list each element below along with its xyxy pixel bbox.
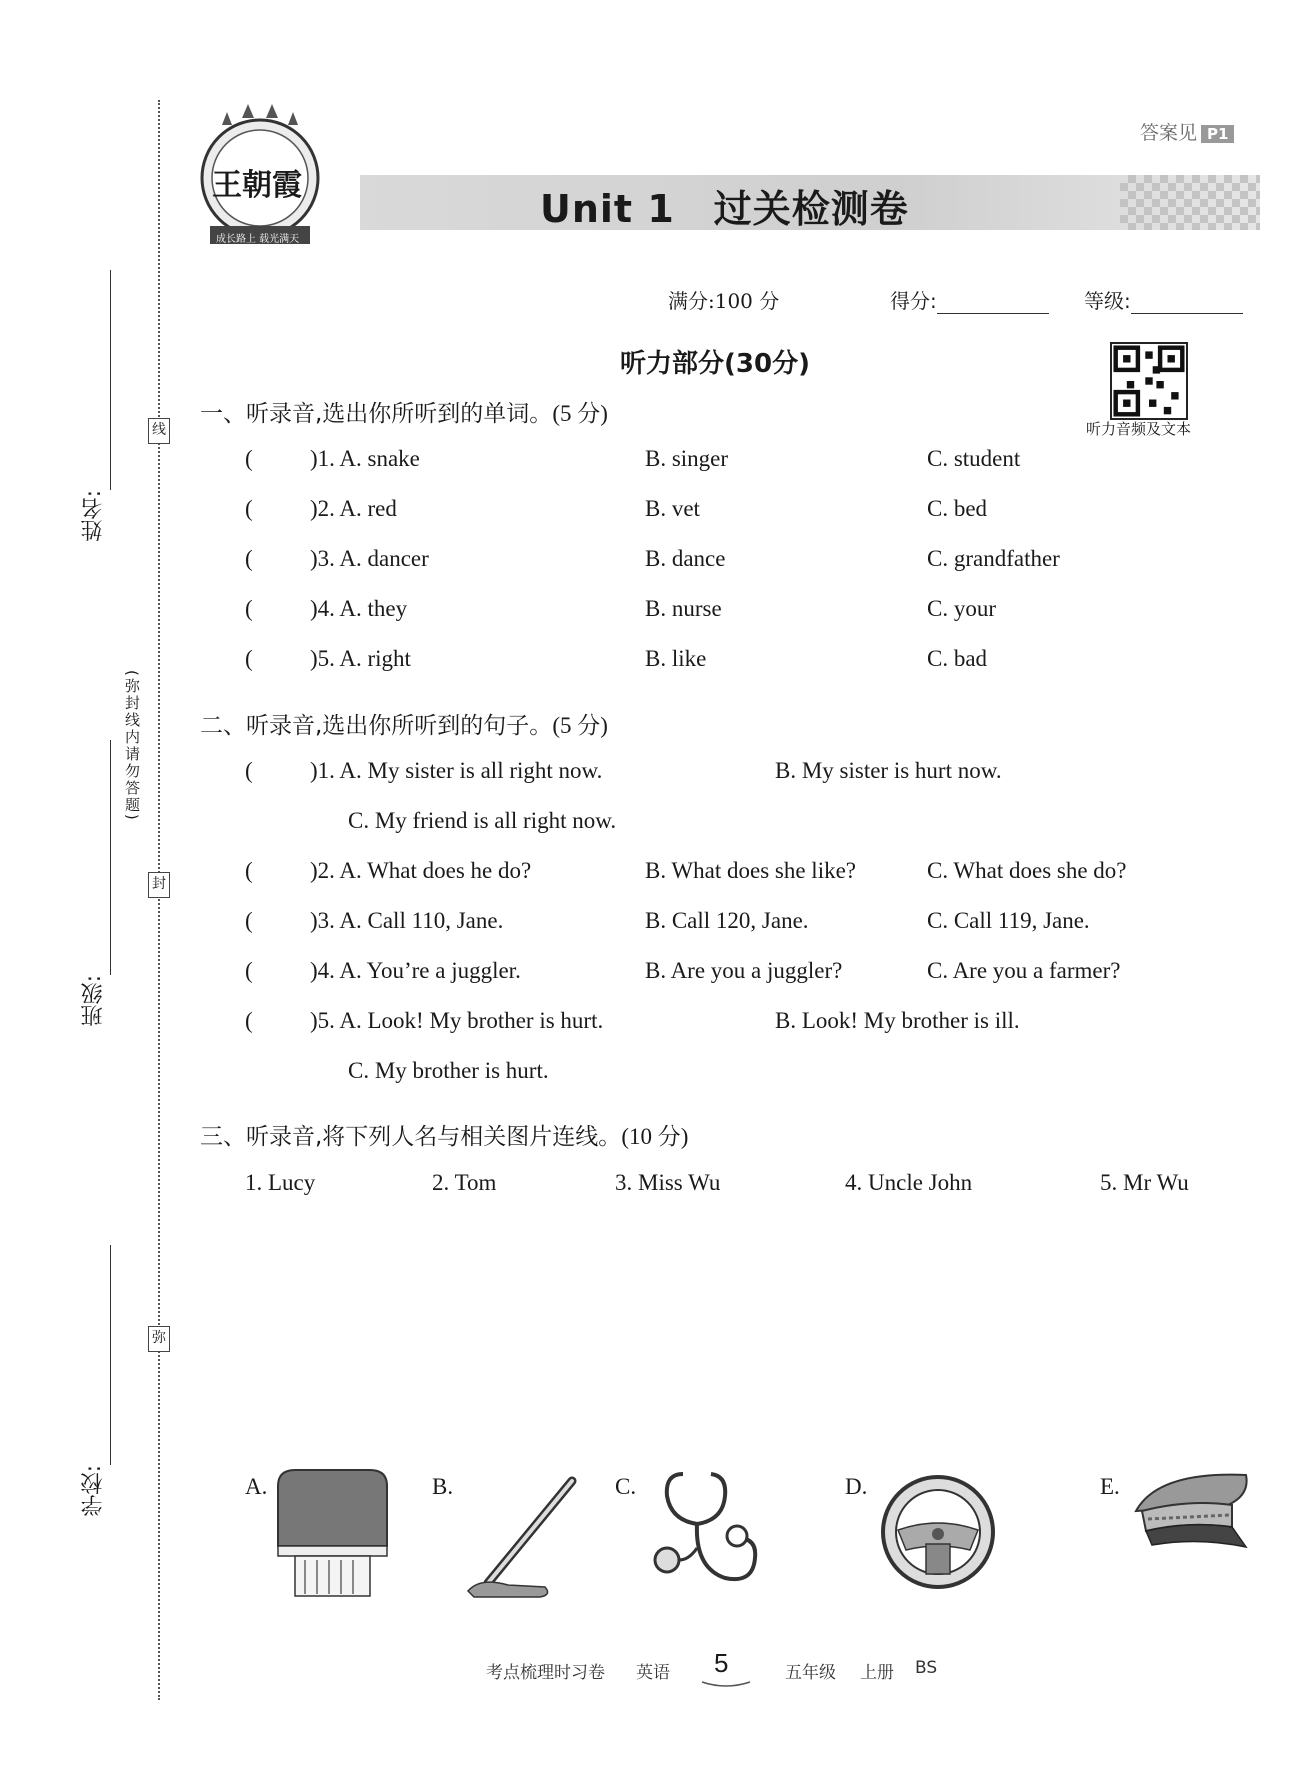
part2-points: (5 分) bbox=[552, 713, 608, 738]
answer-paren[interactable]: ( bbox=[245, 858, 253, 883]
answer-paren[interactable]: ( bbox=[245, 596, 253, 621]
p1-q4-a: )4. A. they bbox=[310, 596, 408, 621]
p2-q1-b: B. My sister is hurt now. bbox=[775, 758, 1002, 783]
p1-q5-b: B. like bbox=[645, 646, 707, 671]
p2-q3-a: )3. A. Call 110, Jane. bbox=[310, 908, 504, 933]
answer-paren[interactable]: ( bbox=[245, 758, 253, 783]
answer-reference bbox=[1140, 118, 1234, 145]
p1-q3-c: C. grandfather bbox=[927, 546, 1060, 571]
qr-code-icon[interactable] bbox=[1110, 342, 1188, 420]
answer-paren[interactable]: ( bbox=[245, 908, 253, 933]
p2-q5-a: )5. A. Look! My brother is hurt. bbox=[310, 1008, 604, 1033]
school-label: 学校: bbox=[81, 1465, 106, 1517]
name-label: 姓名: bbox=[81, 490, 106, 542]
answer-reference-label: 答案见 bbox=[1140, 122, 1198, 144]
p1-q2-a: )2. A. red bbox=[310, 496, 397, 521]
p2-q4-b: B. Are you a juggler? bbox=[645, 958, 843, 983]
part3-heading bbox=[200, 1118, 688, 1151]
p2-q4-c: C. Are you a farmer? bbox=[927, 958, 1121, 983]
person-name-uncle-john[interactable]: 4. Uncle John bbox=[845, 1170, 973, 1195]
p1-q1-c: C. student bbox=[927, 446, 1021, 471]
grade-field bbox=[1084, 285, 1243, 314]
p2-q3-b: B. Call 120, Jane. bbox=[645, 908, 809, 933]
picture-label-a: A. bbox=[245, 1474, 268, 1499]
person-name-tom[interactable]: 2. Tom bbox=[432, 1170, 497, 1195]
p2-q1-c: C. My friend is all right now. bbox=[348, 808, 617, 833]
p2-q2-b: B. What does she like? bbox=[645, 858, 856, 883]
picture-label-e: E. bbox=[1100, 1474, 1120, 1499]
answer-paren[interactable]: ( bbox=[245, 446, 253, 471]
part1-heading bbox=[200, 395, 608, 428]
p1-q1-a: )1. A. snake bbox=[310, 446, 420, 471]
stethoscope-icon[interactable] bbox=[645, 1468, 765, 1603]
footer-edition: BS bbox=[915, 1658, 938, 1678]
footer-volume: 上册 bbox=[860, 1663, 894, 1683]
score-blank[interactable] bbox=[937, 313, 1049, 314]
p1-q2-b: B. vet bbox=[645, 496, 700, 521]
logo-text: 王朝霞 bbox=[212, 168, 302, 203]
page-number-underline bbox=[700, 1678, 752, 1688]
hat-icon[interactable] bbox=[275, 1468, 390, 1598]
picture-label-c: C. bbox=[615, 1474, 637, 1499]
person-name-mr-wu[interactable]: 5. Mr Wu bbox=[1100, 1170, 1189, 1195]
answer-paren[interactable]: ( bbox=[245, 958, 253, 983]
class-line[interactable] bbox=[110, 740, 111, 975]
part1-heading-text: 一、听录音,选出你所听到的单词。 bbox=[200, 401, 553, 427]
part2-heading-text: 二、听录音,选出你所听到的句子。 bbox=[200, 713, 553, 739]
footer-grade: 五年级 bbox=[785, 1663, 836, 1683]
margin-tag-mi: 弥 bbox=[148, 1326, 170, 1352]
logo-motto: 成长路上 载光满天 bbox=[216, 234, 300, 245]
score-label: 得分: bbox=[890, 289, 937, 313]
p1-q3-b: B. dance bbox=[645, 546, 726, 571]
p1-q1-b: B. singer bbox=[645, 446, 729, 471]
grade-blank[interactable] bbox=[1131, 313, 1243, 314]
person-name-miss-wu[interactable]: 3. Miss Wu bbox=[615, 1170, 721, 1195]
p1-q4-c: C. your bbox=[927, 596, 996, 621]
part2-heading bbox=[200, 707, 608, 740]
police-cap-icon[interactable] bbox=[1128, 1465, 1253, 1555]
grade-label: 等级: bbox=[1084, 289, 1131, 313]
answer-paren[interactable]: ( bbox=[245, 646, 253, 671]
pen-icon[interactable] bbox=[460, 1475, 580, 1600]
p2-q2-a: )2. A. What does he do? bbox=[310, 858, 532, 883]
p1-q2-c: C. bed bbox=[927, 496, 988, 521]
p1-q5-c: C. bad bbox=[927, 646, 988, 671]
p2-q5-b: B. Look! My brother is ill. bbox=[775, 1008, 1020, 1033]
class-label: 班级: bbox=[81, 975, 106, 1027]
full-marks: 满分:100 分 bbox=[668, 289, 780, 313]
binding-dotted-line bbox=[158, 100, 160, 1700]
school-line[interactable] bbox=[110, 1245, 111, 1465]
answer-paren[interactable]: ( bbox=[245, 1008, 253, 1033]
picture-label-d: D. bbox=[845, 1474, 868, 1499]
p2-q1-a: )1. A. My sister is all right now. bbox=[310, 758, 603, 783]
steering-wheel-icon[interactable] bbox=[878, 1468, 998, 1596]
answer-reference-page: P1 bbox=[1201, 125, 1234, 143]
banner-pattern bbox=[1120, 175, 1260, 230]
answer-paren[interactable]: ( bbox=[245, 546, 253, 571]
p1-q4-b: B. nurse bbox=[645, 596, 722, 621]
p1-q5-a: )5. A. right bbox=[310, 646, 411, 671]
answer-paren[interactable]: ( bbox=[245, 496, 253, 521]
p2-q3-c: C. Call 119, Jane. bbox=[927, 908, 1090, 933]
name-line[interactable] bbox=[110, 270, 111, 490]
footer-subject: 英语 bbox=[636, 1663, 670, 1683]
page-number: 5 bbox=[714, 1648, 729, 1678]
person-name-lucy[interactable]: 1. Lucy bbox=[245, 1170, 316, 1195]
part1-points: (5 分) bbox=[552, 401, 608, 426]
p1-q3-a: )3. A. dancer bbox=[310, 546, 429, 571]
footer-series: 考点梳理时习卷 bbox=[486, 1663, 605, 1683]
qr-caption: 听力音频及文本 bbox=[1086, 420, 1192, 438]
seal-note: (弥封线内请勿答题) bbox=[123, 670, 141, 822]
p2-q2-c: C. What does she do? bbox=[927, 858, 1127, 883]
margin-tag-line: 线 bbox=[148, 418, 170, 444]
part3-heading-text: 三、听录音,将下列人名与相关图片连线。 bbox=[200, 1124, 622, 1150]
listening-section-title: 听力部分(30分) bbox=[620, 349, 810, 379]
score-field bbox=[890, 285, 1049, 314]
picture-label-b: B. bbox=[432, 1474, 454, 1499]
p2-q4-a: )4. A. You’re a juggler. bbox=[310, 958, 521, 983]
p2-q5-c: C. My brother is hurt. bbox=[348, 1058, 549, 1083]
part3-points: (10 分) bbox=[621, 1124, 689, 1149]
margin-tag-seal: 封 bbox=[148, 872, 170, 898]
page-title: Unit 1 过关检测卷 bbox=[540, 187, 909, 231]
